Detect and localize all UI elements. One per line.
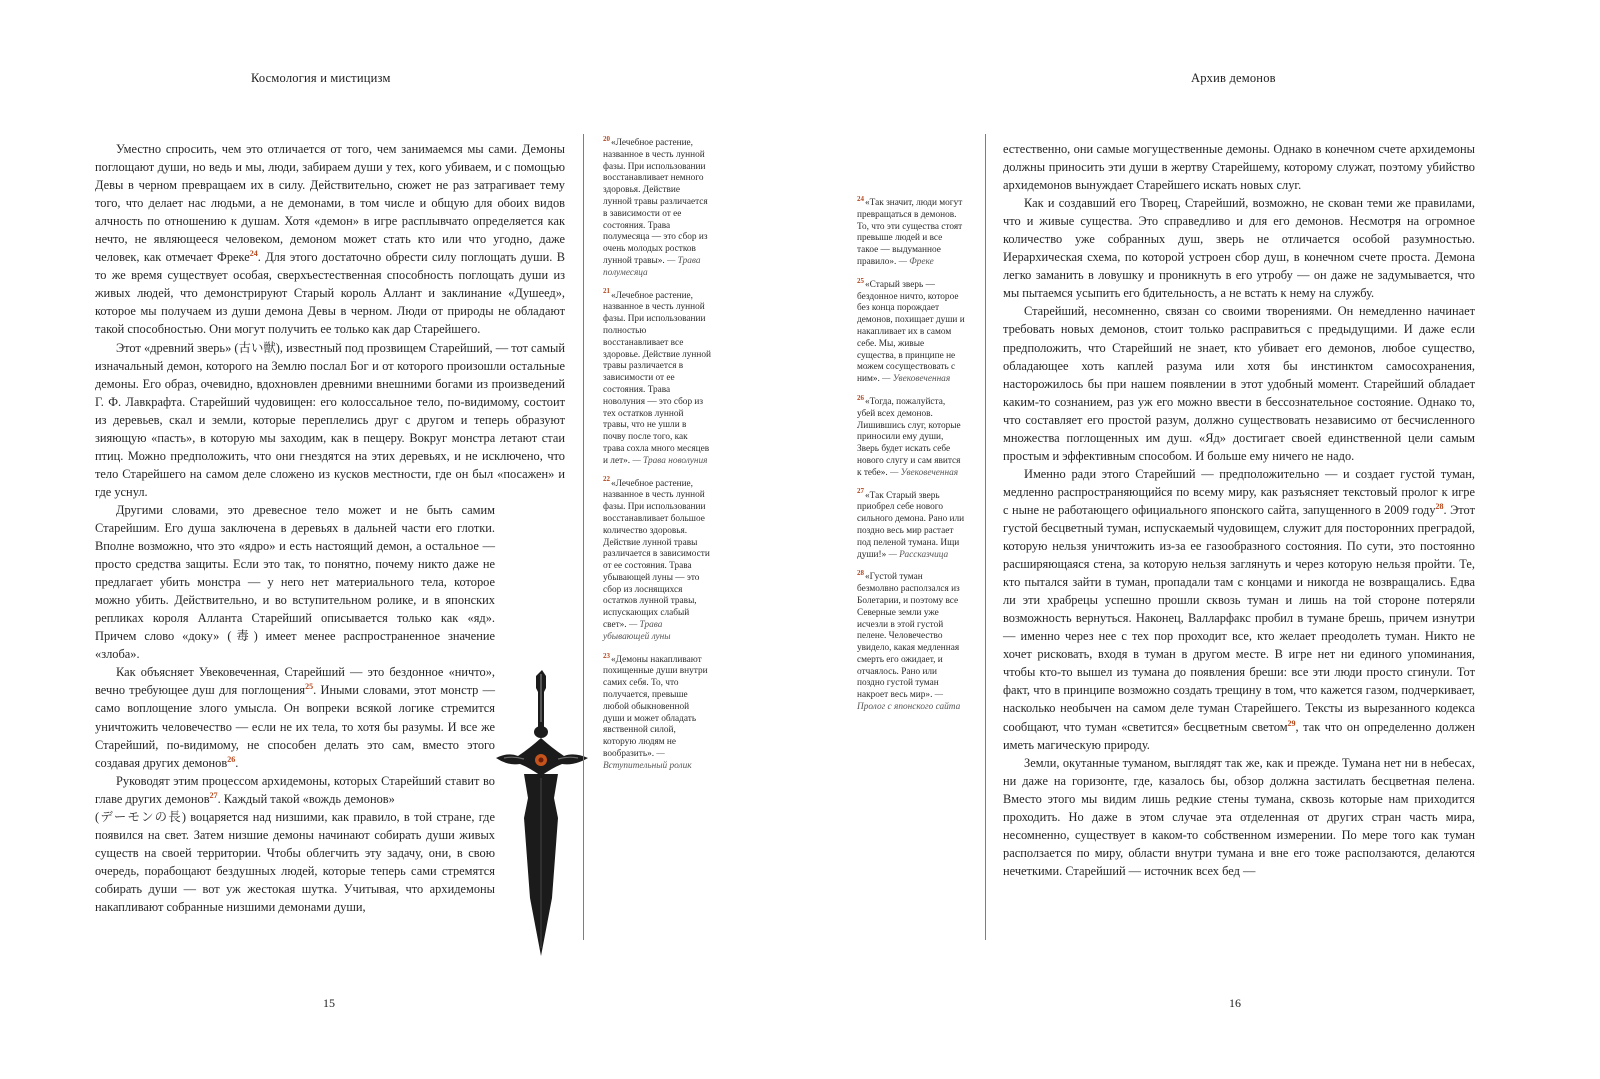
margin-note	[857, 569, 965, 714]
margin-note	[857, 194, 965, 269]
paragraph-text: Именно ради этого Старейший — предположительно — и создает густой туман, медленно распространяющийся по всему миру, как разъясняет текстовый пролог к игре с ныне не работающего официального японского сайта, запущенного в 2009 году	[1003, 466, 1475, 517]
margin-note	[603, 134, 711, 280]
note-source: — Рассказчица	[888, 549, 949, 560]
paragraph-text: Руководят этим процессом архидемоны, которых Старейший ставит во главе других демонов	[95, 773, 495, 806]
margin-note	[857, 276, 965, 386]
footnote-ref[interactable]: 29	[1287, 718, 1296, 728]
note-number: 25	[857, 276, 864, 285]
note-source: — Увековеченная	[882, 374, 951, 385]
note-text: «Так значит, люди могут превращаться в демонов. То, что эти существа стоят превыше людей и все такое — выдуманное правило».	[857, 198, 963, 267]
margin-note	[603, 651, 711, 773]
paragraph-text: . Этот густой бесцветный туман, испускаемый чудовищем, служит для посторонних преградой, которую нельзя уничтожить из-за ее газообразного состояния. По сути, это постоянно расширяющаяся стена, за которую нельзя заглянуть и через которую нельзя пройти. Те, кто пытался зайти в туман, пропадали там с концами и никогда не возвращались. Едва ли эти храбрецы успешно прошли сквозь туман и лишь на той стороне потеряли возможность вернуться. Наконец, Валларфакс пробил в тумане брешь, причем изнутри — именно через нее с тех пор проходит все, кто желает преодолеть туман. Никто не хочет рисковать, входя в туман в другом месте. В игре нет ни единого упоминания, чтобы кто-то вышел из тумана до появления бреши: все эти люди просто сгинули. Тот факт, что в принципе возможно создать трещину в том, что кажется газом, подчеркивает, насколько необычен на самом деле туман Старейшего. Тексты из вырезанного кодекса сообщают, что туман «светится» бесцветным светом	[1003, 502, 1475, 734]
left-margin-notes	[603, 134, 712, 784]
note-number: 23	[603, 651, 610, 660]
note-text: «Старый зверь — бездонное ничто, которое без конца порождает демонов, похищает души и накапливает их в самом себе. Мы, живые существа, в принципе не можем сосуществовать с ним».	[857, 279, 965, 385]
paragraph	[95, 663, 495, 771]
sword-icon	[494, 668, 590, 958]
note-text: «Лечебное растение, названное в честь лунной фазы. При использовании восстанавливает большое количество здоровья. Действие лунной травы различается в зависимости от ее состояния. Трава убывающей луны — это сбор из лоснящихся остатков лунной травы, испускающих слабый свет».	[603, 478, 710, 631]
note-text: «Демоны накапливают похищенные души внутри самих себя. То, что получается, превыше любой обыкновенной души и может обладать явственной силой, которую людям не вообразить».	[603, 654, 708, 760]
running-head-right: Архив демонов	[1191, 71, 1276, 85]
note-number: 26	[857, 393, 864, 402]
paragraph	[1003, 465, 1475, 754]
footnote-ref[interactable]: 25	[305, 682, 314, 692]
margin-note	[603, 287, 712, 468]
paragraph: (デーモンの長) воцаряется над низшими, как правило, в той стране, где появился на свет. Затем низшие демоны начинают собирать души живых существ на своей территории. Чтобы облегчить эту задачу, они, в свою очередь, порабощают бездушных людей, которые теперь сами стремятся собирать души — вот уж жестокая шутка. Учитывая, что архидемоны накапливают собранные низшими демонами души,	[95, 809, 495, 914]
right-margin-notes	[857, 194, 965, 725]
footnote-ref[interactable]: 24	[249, 249, 258, 259]
note-text: «Так Старый зверь приобрел себе нового сильного демона. Рано или поздно весь мир растает под пеленой тумана. Ищи души!»	[857, 490, 965, 560]
paragraph-text: , так что он определенно должен иметь магическую природу.	[1003, 719, 1475, 752]
note-source: — Трава убывающей луны	[603, 620, 671, 642]
footnote-ref[interactable]: 26	[227, 754, 236, 764]
note-number: 21	[603, 287, 610, 296]
note-source: — Вступительный ролик	[603, 749, 692, 771]
paragraph-text: . Иными словами, этот монстр — само воплощение злого умысла. Он вопреки всякой логике стремится уничтожить человечество — если не их тела, то хотя бы разумы. И все же Старейший, по-видимому, не способен делать это сам, вместо этого создавая других демонов	[95, 683, 496, 770]
note-text: «Лечебное растение, названное в честь лунной фазы. При использовании полностью восстанавливает все здоровье. Действие лунной травы различается в зависимости от ее состояния. Трава новолуния — это сбор из тех остатков лунной травы, что не ушли в почву после того, как трава сохла много месяцев и лет».	[603, 290, 712, 466]
paragraph: Старейший, несомненно, связан со своими творениями. Он немедленно начинает требовать новых демонов, стоит только расправиться с предыдущими. И даже если предположить, что Старейший не знает, кто убивает его демонов, любое существо, обладающее хоть каплей разума или хотя бы инстинктом самосохранения, насторожилось бы при нашем появлении в этот удобный момент. Старейший обладает каким-то сознанием, раз уж его можно ввести в бессознательное состояние. Однако то, что составляет его простой разум, должно существовать независимо от бесчисленного множества поглощенных им душ. «Яд» достигает своей единственной цели самым простым и эффективным способом. И больше ему ничего не надо.	[1003, 304, 1475, 463]
page-number-left: 15	[323, 996, 335, 1010]
paragraph: Как и создавший его Творец, Старейший, возможно, не скован теми же правилами, что и живые существа. Это справедливо и для его демонов. Несмотря на огромное количество уже собранных душ, зверь не отличается особой разумностью. Иерархическая схема, по которой устроен сбор душ, в конечном счете проста. Демона легко заманить в ловушку и проникнуть в его утробу — он даже не задумывается, что мы пытаемся усыпить его бдительность, а не встать к нему на службу.	[1003, 196, 1475, 301]
paragraph	[95, 140, 565, 339]
footnote-ref[interactable]: 27	[209, 790, 218, 800]
note-text: «Густой туман безмолвно расползался из Болетарии, и поэтому все Северные земли уже исчезли в этой густой пелене. Человечество увидело, какая медленная смерть его ожидает, и отчаялось. Рано или поздно густой туман накроет весь мир».	[857, 572, 960, 701]
column-divider	[583, 134, 584, 940]
note-number: 27	[857, 487, 864, 496]
running-head-left: Космология и мистицизм	[251, 71, 391, 85]
page-number-right: 16	[1229, 996, 1241, 1010]
note-text: «Тогда, пожалуйста, убей всех демонов. Лишившись слуг, которые приносили ему души, Зверь будет искать себе нового слугу и сам явится к тебе».	[857, 396, 961, 478]
column-divider	[985, 134, 986, 940]
note-number: 20	[603, 134, 610, 143]
paragraph-text: .	[235, 755, 239, 770]
paragraph-text: . Каждый такой «вождь демонов»	[217, 791, 395, 806]
note-source: — Фреке	[898, 256, 934, 267]
paragraph-text: . Для этого достаточно обрести силу поглощать души. В то же время существует особая, сверхъестественная способность поглощать души из живых людей, что демонстрируют Старый король Аллант и заклинание «Душеед», которое мы получаем из души демона Девы в черном. Люди от природы не обладают такой способностью. Они могут получить ее только как дар Старейшего.	[95, 250, 566, 337]
note-source: — Трава полумесяца	[603, 255, 701, 278]
paragraph: Другими словами, это древесное тело может и не быть самим Старейшим. Его душа заключена в деревьях в дальней части его глотки. Вполне возможно, что это «ядро» и есть настоящий демон, а остальное — просто средства защиты. Если это так, то понятно, почему никто даже не предлагает убить монстра — у него нет материального тела, которое можно убить. Действительно, и во вступительном ролике, и в японских репликах короля Алланта Старейший описывается только как «яд». Причем слово «доку» (毒) имеет менее распространенное значение «злоба».	[95, 502, 495, 662]
paragraph: естественно, они самые могущественные демоны. Однако в конечном счете архидемоны должны приносить эти души в жертву Старейшему, которому служат, поэтому убийство архидемонов вынуждает Старейшего искать новых слуг.	[1003, 142, 1475, 193]
note-source: — Увековеченная	[890, 467, 959, 478]
note-number: 28	[857, 569, 864, 578]
right-body-text	[1003, 140, 1475, 880]
margin-note	[857, 393, 965, 480]
note-number: 22	[603, 475, 610, 484]
paragraph: Этот «древний зверь» (古い獣), известный под прозвищем Старейший, — тот самый изначальный демон, которого на Землю послал Бог и от которого произошли остальные демоны. Его образ, очевидно, вдохновлен древними внешними богами из произведений Г. Ф. Лавкрафта. Старейший чудовищен: его колоссальное тело, по-видимому, состоит из деревьев, скал и земли, которые переплелись друг с другом и теперь образуют зияющую «пасть», в которую мы заходим, как в пещеру. Вокруг монстра летают стаи птиц. Можно предположить, что они гнездятся на этих деревьях, и не исключено, что тело Старейшего на самом деле сложено из кусков местности, где он был «посажен» и где уснул.	[95, 340, 565, 499]
footnote-ref[interactable]: 28	[1435, 501, 1444, 511]
note-text: «Лечебное растение, названное в честь лунной фазы. При использовании восстанавливает немного здоровья. Действие лунной травы различается в зависимости от ее состояния. Трава полумесяца — это сбор из очень молодых ростков лунной травы».	[603, 138, 708, 266]
note-number: 24	[857, 194, 864, 203]
note-source: — Трава новолуния	[632, 455, 708, 466]
paragraph	[95, 772, 495, 808]
margin-note	[857, 487, 965, 562]
paragraph-text: Как объясняет Увековеченная, Старейший — это бездонное «ничто», вечно требующее душ для поглощения	[95, 665, 495, 698]
margin-note	[603, 475, 711, 644]
paragraph-text: Уместно спросить, чем это отличается от того, чем занимаемся мы сами. Демоны поглощают души, но ведь и мы, люди, забираем души у тех, кого убиваем, и с помощью Девы в черном превращаем их в силу. Действительно, сюжет не раз затрагивает тему того, что делает нас людьми, а не демонами, в том числе и общую для обоих видов алчность по отношению к душам. Хотя «демон» в игре расплывчато определяется как нечто, не являющееся человеком, демоном может стать кто или что угодно, даже человек, как отмечает Фреке	[95, 142, 565, 265]
paragraph: Земли, окутанные туманом, выглядят так же, как и прежде. Тумана нет ни в небесах, ни даже на горизонте, где, казалось бы, обзор должна застилать бесцветная пелена. Вместо этого мы видим лишь редкие стены тумана, сквозь которые нам приходится проходить. Но даже в этом случае эта отделенная от других стран часть мира, несомненно, существует в каком-то собственном измерении. По мере того как туман расползается по миру, области внутри тумана и вне его тоже расползаются, делаются нечеткими. Старейший — источник всех бед —	[1003, 755, 1475, 878]
note-source: — Пролог с японского сайта	[857, 690, 961, 713]
